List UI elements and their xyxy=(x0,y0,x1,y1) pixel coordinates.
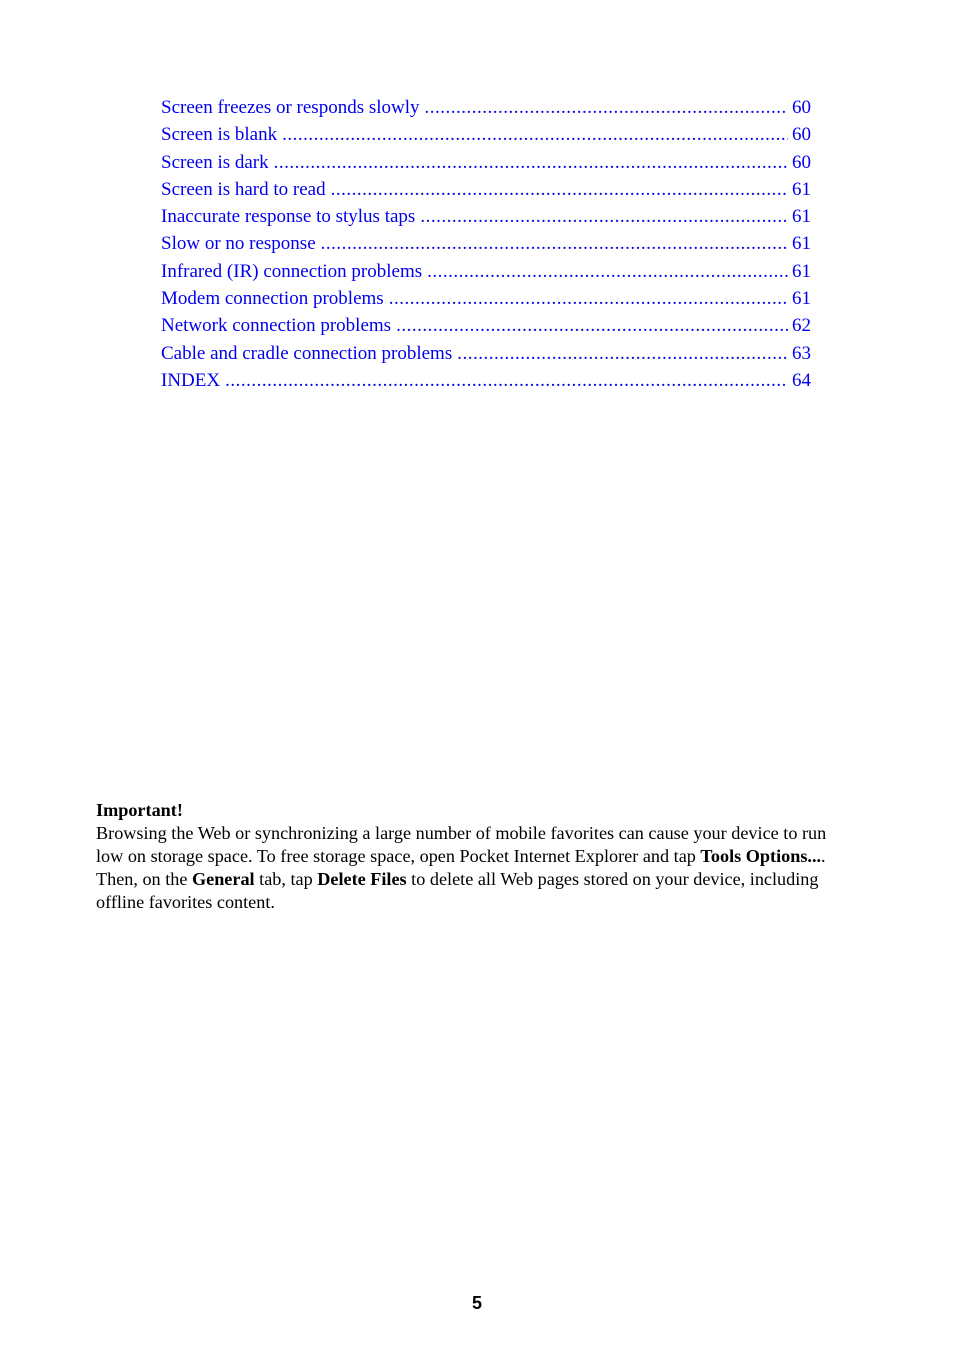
toc-dot-leader xyxy=(389,285,788,312)
toc-entry-index[interactable] xyxy=(161,367,811,394)
toc-entry-title: Slow or no response xyxy=(161,233,316,255)
toc-entry-page: 61 xyxy=(792,260,811,282)
toc-entry-screen-hard-to-read[interactable] xyxy=(161,176,811,203)
notice-bold-general: General xyxy=(191,869,255,889)
notice-text-segment: Browsing the Web or synchronizing a large number of mobile favorites can cause your device to run low on storage space. To free storage space, open Pocket Internet Explorer and tap xyxy=(96,823,827,866)
toc-entry-title: Modem connection problems xyxy=(161,288,384,310)
notice-body xyxy=(96,822,856,914)
notice-text-segment: to delete all Web pages stored on your device, including offline favorites content. xyxy=(96,869,819,912)
notice-text-segment: tab, tap xyxy=(254,869,318,889)
table-of-contents xyxy=(161,94,811,394)
toc-entry-page: 63 xyxy=(792,342,811,364)
important-notice xyxy=(96,799,856,914)
toc-dot-leader xyxy=(427,258,788,285)
toc-entry-title: Infrared (IR) connection problems xyxy=(161,260,423,282)
toc-entry-title: Screen is dark xyxy=(161,151,269,173)
toc-entry-inaccurate-stylus[interactable] xyxy=(161,203,811,230)
toc-entry-page: 60 xyxy=(792,151,811,173)
toc-dot-leader xyxy=(274,149,788,176)
toc-entry-title: Inaccurate response to stylus taps xyxy=(161,206,416,228)
notice-text-segment: . Then, on the xyxy=(96,846,826,889)
toc-entry-title: Screen freezes or responds slowly xyxy=(161,97,420,118)
toc-entry-screen-freezes[interactable] xyxy=(161,94,811,121)
toc-entry-network[interactable] xyxy=(161,312,811,339)
toc-entry-modem[interactable] xyxy=(161,285,811,312)
toc-entry-cable-cradle[interactable] xyxy=(161,340,811,367)
toc-dot-leader xyxy=(420,203,788,230)
toc-dot-leader xyxy=(225,367,788,394)
toc-entry-title: INDEX xyxy=(161,369,221,391)
toc-entry-page: 62 xyxy=(792,315,811,337)
toc-entry-title: Cable and cradle connection problems xyxy=(161,342,453,364)
toc-entry-screen-blank[interactable] xyxy=(161,121,811,148)
toc-entry-page: 61 xyxy=(792,233,811,255)
toc-entry-title: Screen is hard to read xyxy=(161,178,326,200)
toc-dot-leader xyxy=(331,176,788,203)
notice-bold-tools-options: Tools Options... xyxy=(700,846,822,866)
toc-entry-page: 60 xyxy=(792,97,811,118)
toc-entry-page: 60 xyxy=(792,124,811,146)
toc-dot-leader xyxy=(321,230,788,257)
toc-entry-title: Screen is blank xyxy=(161,124,278,146)
toc-entry-title: Network connection problems xyxy=(161,315,392,337)
page-number: 5 xyxy=(471,1293,482,1313)
toc-entry-page: 61 xyxy=(792,178,811,200)
toc-entry-page: 61 xyxy=(792,206,811,228)
notice-heading: Important! xyxy=(96,800,183,820)
toc-dot-leader xyxy=(425,94,788,121)
toc-entry-screen-dark[interactable] xyxy=(161,149,811,176)
toc-entry-slow-response[interactable] xyxy=(161,230,811,257)
toc-entry-page: 64 xyxy=(792,369,811,391)
notice-bold-delete-files: Delete Files xyxy=(317,869,407,889)
toc-entry-infrared[interactable] xyxy=(161,258,811,285)
toc-entry-page: 61 xyxy=(792,288,811,310)
toc-dot-leader xyxy=(282,121,788,148)
toc-dot-leader xyxy=(396,312,788,339)
toc-dot-leader xyxy=(457,340,788,367)
